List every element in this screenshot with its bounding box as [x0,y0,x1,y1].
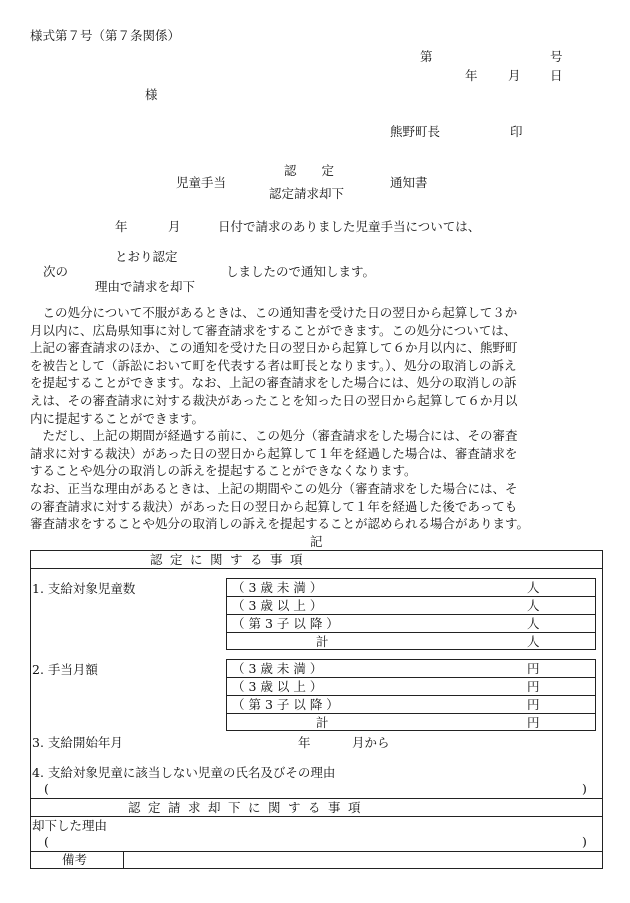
seal-mark: 印 [510,124,523,139]
intro-end: しましたので通知します。 [226,264,376,279]
intro-year: 年 [115,219,128,234]
divider [30,798,603,799]
section1-header: 認定に関する事項 [150,552,311,567]
notice-line: 内に提起することができます。 [30,410,205,426]
start-year: 年 [298,735,311,750]
paren-open: ( [44,834,49,849]
divider [226,713,596,714]
divider [30,851,603,852]
notice-line: なお、正当な理由があるときは、上記の期間やこの処分（審査請求をした場合には、そ [30,480,518,496]
addressee-suffix: 様 [145,87,158,102]
notice-line: の審査請求に対する裁決）があった日の翌日から起算して１年を経過した後であっても [30,498,518,514]
title-notice: 通知書 [390,175,428,190]
section2-header: 認定請求却下に関する事項 [128,800,369,815]
date-month: 月 [508,68,521,83]
divider [226,677,596,678]
title-approval: 認 定 [284,163,335,178]
notice-line: を被告として（訴訟において町を代表する者は町長となります。）、処分の取消しの訴え [30,357,517,373]
item3-label: 3. 支給開始年月 [32,735,123,750]
start-month: 月から [352,735,390,750]
rejection-reason-label: 却下した理由 [32,818,108,833]
paren-close: ) [582,781,587,796]
issuer-name: 熊野町長 [390,124,441,139]
amount-row-total: 計 [316,715,329,730]
divider [30,568,603,569]
number-suffix: 号 [550,49,563,64]
notice-line: ただし、上記の期間が経過する前に、この処分（審査請求をした場合には、その審査 [30,428,518,444]
divider [226,632,596,633]
notice-line: 上記の審査請求のほか、この通知を受けた日の翌日から起算して６か月以内に、熊野町 [30,340,518,356]
intro-option-reject: 理由で請求を却下 [95,279,196,294]
count-unit: 人 [527,598,540,613]
item4-label: 4. 支給対象児童に該当しない児童の氏名及びその理由 [32,765,336,780]
notice-line: を提起することができます。なお、上記の審査請求をした場合には、処分の取消しの訴 [30,375,517,391]
intro-month: 月 [168,219,181,234]
appeal-notice [30,304,602,533]
remarks-label: 備考 [62,852,88,867]
amount-unit: 円 [527,697,540,712]
item1-label: 1. 支給対象児童数 [32,581,136,596]
notice-line: 審査請求をすることや処分の取消しの訴えを提起することが認められる場合があります。 [30,516,530,532]
count-row-under3: （ 3 歳 未 満 ） [232,580,323,595]
ki-heading: 記 [310,534,323,549]
divider [123,851,124,869]
divider [30,816,603,817]
divider [226,596,596,597]
divider [226,695,596,696]
amount-unit: 円 [527,661,540,676]
count-unit: 人 [527,634,540,649]
notice-line: この処分について不服があるときは、この通知書を受けた日の翌日から起算して３か [30,305,518,320]
count-unit: 人 [527,616,540,631]
intro-next: 次の [43,264,69,279]
notice-line: 月以内に、広島県知事に対して審査請求をすることができます。この処分については、 [30,322,517,338]
date-year: 年 [465,68,478,83]
count-row-total: 計 [316,634,329,649]
amount-row-under3: （ 3 歳 未 満 ） [232,661,323,676]
notice-line: 請求に対する裁決）があった日の翌日から起算して１年を経過した場合は、審査請求を [30,445,518,461]
intro-option-approve: とおり認定 [115,249,178,264]
amount-row-over3: （ 3 歳 以 上 ） [232,679,323,694]
title-child-allowance: 児童手当 [176,175,227,190]
count-unit: 人 [527,580,540,595]
count-row-third-child: （ 第 3 子 以 降 ） [232,616,339,631]
amount-row-third-child: （ 第 3 子 以 降 ） [232,697,339,712]
paren-open: ( [44,781,49,796]
notice-line: えは、その審査請求に対する裁決があったことを知った日の翌日から起算して６か月以 [30,392,518,408]
count-row-over3: （ 3 歳 以 上 ） [232,598,323,613]
item2-label: 2. 手当月額 [32,662,98,677]
divider [226,614,596,615]
amount-unit: 円 [527,715,540,730]
intro-text: 日付で請求のありました児童手当については、 [218,219,481,234]
notice-line: することや処分の取消しの訴えを提起することができなくなります。 [30,463,417,479]
date-day: 日 [550,68,563,83]
paren-close: ) [582,834,587,849]
number-prefix: 第 [420,49,433,64]
amount-unit: 円 [527,679,540,694]
form-number: 様式第７号（第７条関係） [30,28,181,43]
title-rejection: 認定請求却下 [269,186,345,201]
